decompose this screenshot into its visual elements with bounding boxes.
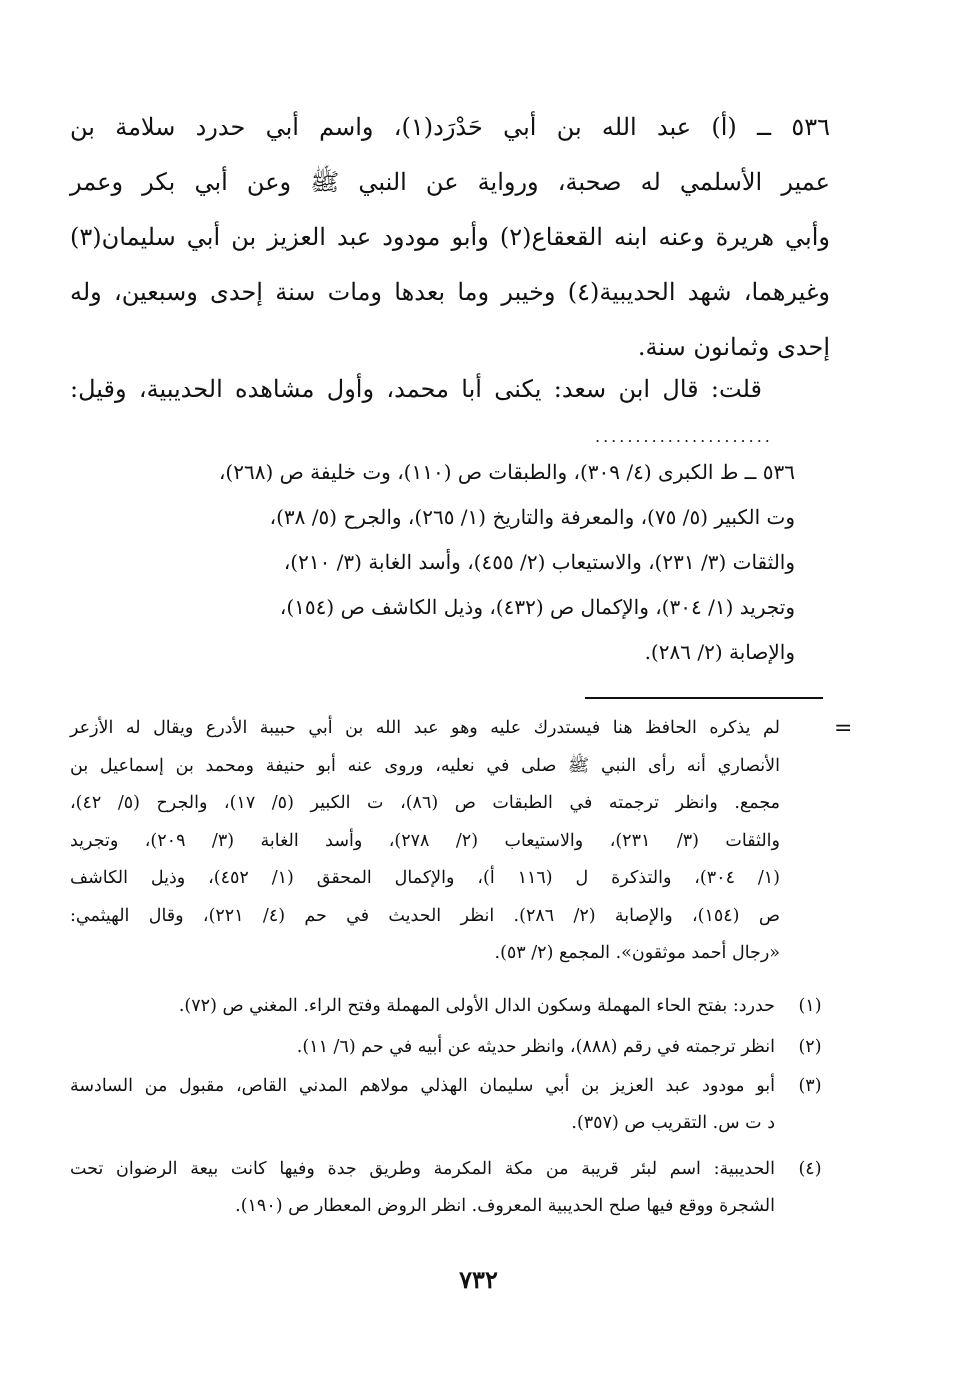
continued-footnote-line: (١/ ٣٠٤)، والتذكرة ل (١١٦ أ)، والإكمال المحقق (١/ ٤٥٢)، وذيل الكاشف (70, 868, 780, 888)
continuation-mark: = (834, 716, 853, 741)
entry-536 (70, 100, 830, 375)
continued-footnote-line: الأنصاري أنه رأى النبي ﷺ صلى في نعليه، وروى عنه أبو حنيفة ومحمد بن إسماعيل بن (70, 755, 780, 776)
footnote-separator (585, 697, 823, 699)
footnote-3 (70, 1068, 830, 1142)
footnote-line: انظر ترجمته في رقم (٨٨٨)، وانظر حديثه عن أبيه في حم (٦/ ١١). (296, 1037, 775, 1057)
footnote-number: (١) (798, 996, 822, 1016)
entry-line: وأبي هريرة وعنه ابنه القعقاع(٢) وأبو مودود عبد العزيز بن أبي سليمان(٣) (70, 223, 830, 251)
source-line: ٥٣٦ ــ ط الكبرى (٤/ ٣٠٩)، والطبقات ص (١١٠)، وت خليفة ص (٢٦٨)، (218, 460, 795, 484)
sources-list (70, 450, 795, 675)
footnote-4 (70, 1151, 830, 1225)
qult-paragraph: قلت: قال ابن سعد: يكنى أبا محمد، وأول مشاهده الحديبية، وقيل: (70, 375, 762, 403)
source-line: وت الكبير (٥/ ٧٥)، والمعرفة والتاريخ (١/ ٢٦٥)، والجرح (٥/ ٣٨)، (269, 505, 795, 529)
footnote-number: (٤) (798, 1159, 822, 1179)
source-line: والثقات (٣/ ٢٣١)، والاستيعاب (٢/ ٤٥٥)، وأسد الغابة (٣/ ٢١٠)، (283, 550, 795, 574)
footnote-1 (70, 988, 830, 1025)
entry-line: إحدى وثمانون سنة. (637, 333, 830, 361)
footnote-line: الشجرة ووقع فيها صلح الحديبية المعروف. انظر الروض المعطار ص (١٩٠). (235, 1196, 775, 1216)
source-line: وتجريد (١/ ٣٠٤)، والإكمال ص (٤٣٢)، وذيل الكاشف ص (١٥٤)، (279, 595, 795, 619)
entry-line: وغيرهما، شهد الحديبية(٤) وخيبر وما بعدها ومات سنة إحدى وسبعين، وله (70, 278, 830, 306)
footnote-2 (70, 1029, 830, 1066)
footnote-line: د ت س. التقريب ص (٣٥٧). (571, 1113, 775, 1133)
entry-line: عمير الأسلمي له صحبة، ورواية عن النبي ﷺ وعن أبي بكر وعمر (70, 168, 831, 196)
continued-footnote-line: مجمع. وانظر ترجمته في الطبقات ص (٨٦)، ت الكبير (٥/ ١٧)، والجرح (٥/ ٤٢)، (70, 793, 780, 813)
footnote-line: أبو مودود عبد العزيز بن أبي سليمان الهذلي مولاهم المدني القاص، مقبول من السادسة (70, 1076, 775, 1096)
footnote-number: (٣) (798, 1076, 822, 1096)
footnote-number: (٢) (798, 1037, 822, 1057)
dotted-divider: ...................... (595, 427, 773, 446)
footnote-line: الحديبية: اسم لبئر قريبة من مكة المكرمة وطريق جدة وفيها كانت بيعة الرضوان تحت (70, 1159, 775, 1179)
page-number: ٧٣٢ (459, 1265, 498, 1294)
continued-footnote (70, 710, 780, 973)
footnote-line: حدرد: بفتح الحاء المهملة وسكون الدال الأولى المهملة وفتح الراء. المغني ص (٧٢). (178, 996, 775, 1016)
continued-footnote-line: لم يذكره الحافظ هنا فيستدرك عليه وهو عبد الله بن أبي حبيبة الأدرع ويقال له الأزعر (70, 718, 780, 738)
continued-footnote-line: ص (١٥٤)، والإصابة (٢/ ٢٨٦). انظر الحديث في حم (٤/ ٢٢١)، وقال الهيثمي: (70, 905, 780, 926)
continued-footnote-line: والثقات (٣/ ٢٣١)، والاستيعاب (٢/ ٢٧٨)، وأسد الغابة (٣/ ٢٠٩)، وتجريد (70, 830, 780, 851)
source-line: والإصابة (٢/ ٢٨٦). (644, 640, 795, 664)
continued-footnote-line: «رجال أحمد موثقون». المجمع (٢/ ٥٣). (494, 943, 780, 963)
entry-line: ٥٣٦ ــ (أ) عبد الله بن أبي حَدْرَد(١)، واسم أبي حدرد سلامة بن (70, 113, 831, 141)
